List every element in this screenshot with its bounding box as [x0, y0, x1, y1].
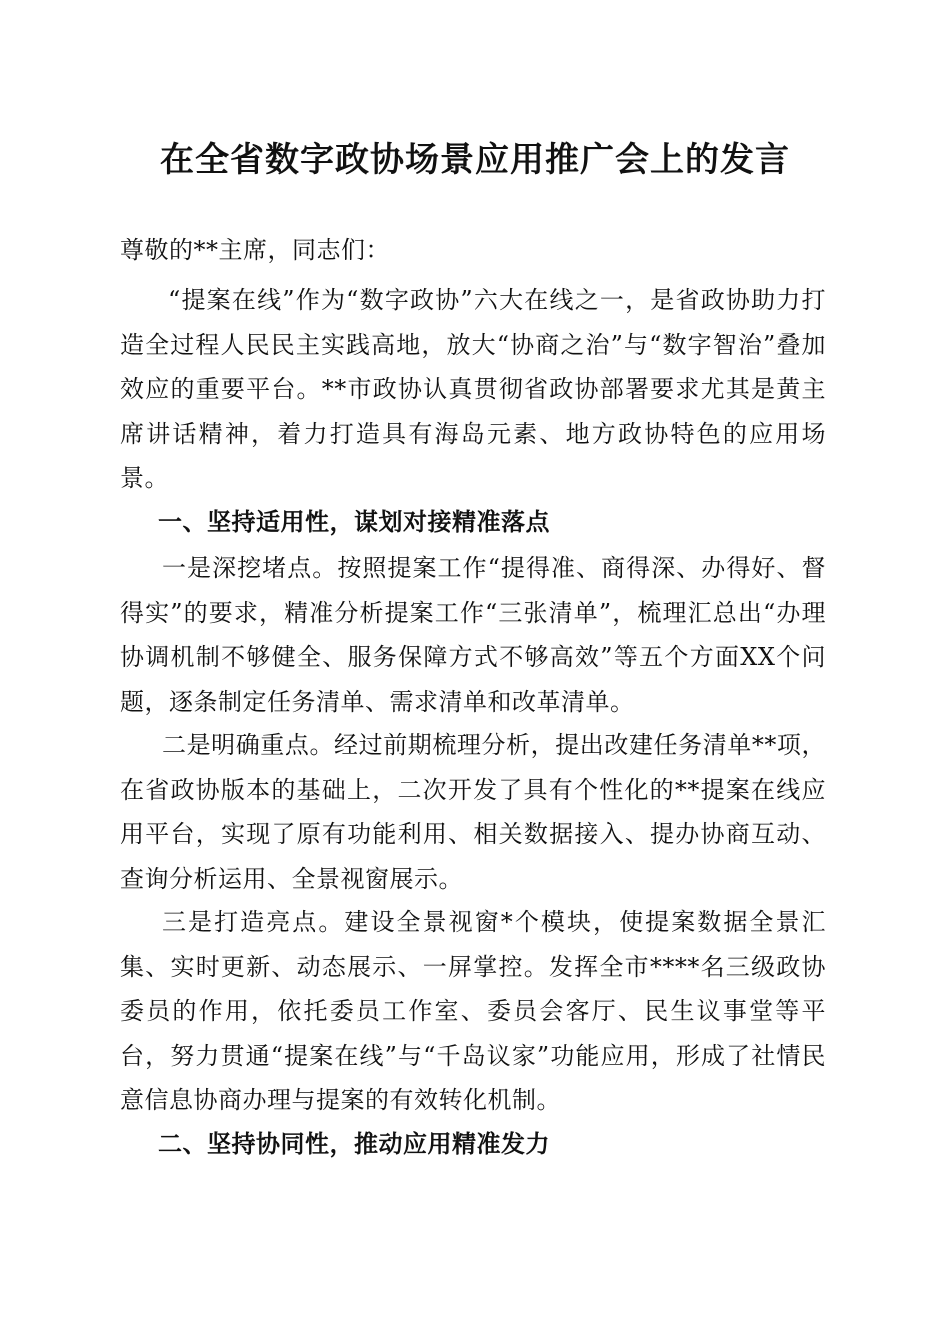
paragraph-intro: “提案在线”作为“数字政协”六大在线之一，是省政协助力打造全过程人民民主实践高地，放大“协商之治”与“数字智治”叠加效应的重要平台。**市政协认真贯彻省政协部署要求尤其是黄主席讲话精神，着力打造具有海岛元素、地方政协特色的应用场景。 [120, 286, 826, 492]
salutation: 尊敬的**主席，同志们： [120, 236, 390, 264]
paragraph-highlights: 三是打造亮点。建设全景视窗*个模块，使提案数据全景汇集、实时更新、动态展示、一屏掌控。发挥全市****名三级政协委员的作用，依托委员工作室、委员会客厅、民生议事堂等平台，努力贯通“提案在线”与“千岛议家”功能应用，形成了社情民意信息协商办理与提案的有效转化机制。 [120, 908, 826, 1114]
section-heading-2: 二、坚持协同性，推动应用精准发力 [158, 1130, 550, 1158]
paragraph-key-points: 二是明确重点。经过前期梳理分析，提出改建任务清单**项，在省政协版本的基础上，二次开发了具有个性化的**提案在线应用平台，实现了原有功能利用、相关数据接入、提办协商互动、查询分析运用、全景视窗展示。 [120, 731, 826, 893]
section-heading-1: 一、坚持适用性，谋划对接精准落点 [158, 508, 550, 536]
document-title: 在全省数字政协场景应用推广会上的发言 [160, 140, 790, 180]
paragraph-pain-points: 一是深挖堵点。按照提案工作“提得准、商得深、办得好、督得实”的要求，精准分析提案工作“三张清单”，梳理汇总出“办理协调机制不够健全、服务保障方式不够高效”等五个方面XX个问题，逐条制定任务清单、需求清单和改革清单。 [120, 554, 826, 716]
